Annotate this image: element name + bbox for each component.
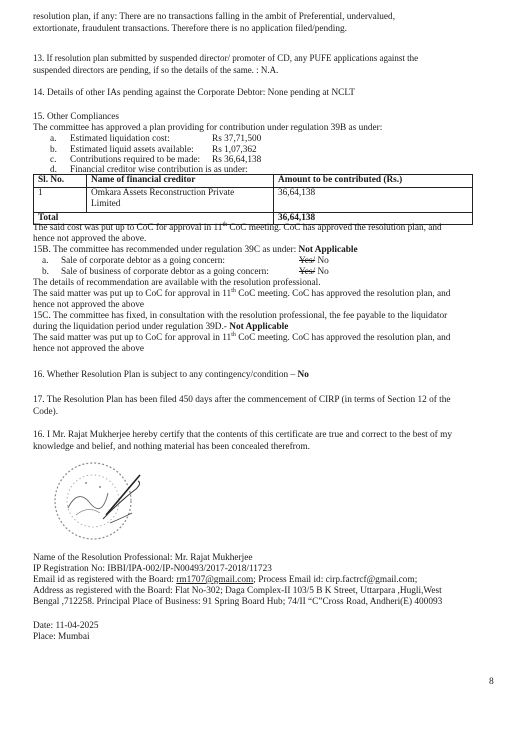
- table-header-row: [34, 175, 473, 188]
- list-item-value: Rs 36,64,138: [212, 155, 262, 165]
- list-item-label: Estimated liquid assets available:: [70, 145, 194, 155]
- address-line: Bengal ,712258. Principal Place of Business: 91 Spring Board Hub; 74/II “C”Cross Road, Andheri(E) 400093: [33, 597, 443, 607]
- list-item-value: Rs 1,07,362: [212, 145, 257, 155]
- certification-line: 16. I Mr. Rajat Mukherjee hereby certify that the contents of this certificate are true and correct to the best of my: [33, 430, 452, 440]
- list-marker: a.: [50, 134, 57, 144]
- para-line: extortionate, fraudulent transactions. Therefore there is no application filed/pending.: [33, 24, 348, 34]
- section-14: 14. Details of other IAs pending against the Corporate Debtor: None pending at NCLT: [33, 88, 355, 98]
- coc-line: The said matter was put up to CoC for approval in 11th CoC meeting. CoC has approved the resolution plan, and: [33, 287, 451, 299]
- list-item: Sale of business of corporate debtor as a going concern: Yes/ No: [61, 267, 329, 277]
- coc-line: hence not approved the above: [33, 344, 144, 354]
- section-15c-line: 15C. The committee has fixed, in consultation with the resolution professional, the fee payable to the liquidator: [33, 311, 448, 321]
- list-marker: c.: [50, 155, 57, 165]
- certification-line: knowledge and belief, and nothing material has been concealed therefrom.: [33, 442, 310, 452]
- email-link[interactable]: rm1707@gmail.com: [176, 575, 254, 585]
- section-15b-heading: 15B. The committee has recommended under regulation 39C as under: Not Applicable: [33, 245, 358, 255]
- details-line: The details of recommendation are available with the resolution professional.: [33, 278, 321, 288]
- section-17-line: Code).: [33, 407, 59, 417]
- list-item: Sale of corporate debtor as a going concern: Yes/ No: [61, 256, 329, 266]
- list-marker: d.: [50, 165, 57, 175]
- section-15c-line: during the liquidation period under regulation 39D.- Not Applicable: [33, 322, 289, 332]
- creditor-name-line: Limited: [91, 199, 121, 209]
- table-cell: [87, 187, 274, 212]
- rp-name: Name of the Resolution Professional: Mr. Rajat Mukherjee: [33, 553, 253, 563]
- table-header-cell: Name of financial creditor: [87, 175, 274, 188]
- creditor-name-line: Omkara Assets Reconstruction Private: [91, 187, 235, 198]
- signature-seal-image: [48, 453, 148, 551]
- ip-registration: IP Registration No: IBBI/IPA-002/IP-N00493/2017-2018/11723: [33, 564, 272, 574]
- coc-line: The said matter was put up to CoC for approval in 11th CoC meeting. CoC has approved the resolution plan, and: [33, 331, 451, 343]
- section-13-line: 13. If resolution plan submitted by suspended director/ promoter of CD, any PUFE applications against the: [33, 53, 419, 63]
- section-16-contingency: 16. Whether Resolution Plan is subject to any contingency/condition – No: [33, 370, 309, 380]
- table-cell: 36,64,138: [274, 187, 473, 212]
- table-row: [34, 187, 473, 212]
- list-marker: a.: [42, 256, 49, 266]
- coc-line: The said cost was put up to CoC for approval in 11th CoC meeting. CoC has approved the resolution plan, and: [33, 221, 442, 233]
- section-15-heading: 15. Other Compliances: [33, 112, 119, 122]
- page-number: 8: [489, 677, 494, 687]
- email-line: Email id as registered with the Board: rm1707@gmail.com; Process Email id: cirp.factrcf@gmail.com;: [33, 575, 418, 585]
- coc-line: hence not approved the above: [33, 300, 144, 310]
- list-item-label: Estimated liquidation cost:: [70, 134, 170, 144]
- list-marker: b.: [42, 267, 49, 277]
- table-header-cell: Sl. No.: [34, 175, 87, 188]
- table-header-cell: Amount to be contributed (Rs.): [274, 175, 473, 188]
- list-marker: b.: [50, 145, 57, 155]
- financial-creditor-table: [33, 174, 473, 225]
- place: Place: Mumbai: [33, 632, 90, 642]
- section-13-line: suspended directors are pending, if so the details of the same. : N.A.: [33, 65, 279, 75]
- section-15-intro: The committee has approved a plan providing for contribution under regulation 39B as under:: [33, 123, 383, 133]
- para-line: resolution plan, if any: There are no transactions falling in the ambit of Preferential, undervalued,: [33, 12, 396, 22]
- list-item-value: Rs 37,71,500: [212, 134, 262, 144]
- list-item-label: Financial creditor wise contribution is as under:: [70, 165, 248, 175]
- table-cell: 1: [34, 187, 87, 212]
- section-17-line: 17. The Resolution Plan has been filed 450 days after the commencement of CIRP (in terms of Section 12 of the: [33, 395, 451, 405]
- total-amount: 36,64,138: [274, 212, 473, 225]
- coc-line: hence not approved the above.: [33, 234, 147, 244]
- address-line: Address as registered with the Board: Flat No-302; Daga Complex-II 103/5 B K Street, Uttarpara ,Hugli,West: [33, 586, 442, 596]
- total-label: Total: [34, 212, 274, 225]
- list-item-label: Contributions required to be made:: [70, 155, 201, 165]
- date: Date: 11-04-2025: [33, 621, 99, 631]
